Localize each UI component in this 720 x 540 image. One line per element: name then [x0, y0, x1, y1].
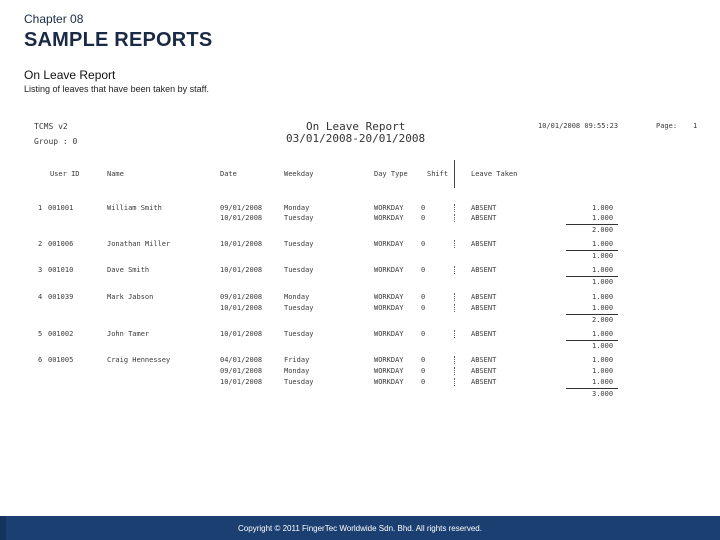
report-cell-weekday: Friday: [284, 356, 310, 364]
report-cell-daytype: WORKDAY: [374, 304, 404, 312]
report-cell-daytype: WORKDAY: [374, 378, 404, 386]
report-cell-leave: ABSENT: [471, 266, 497, 274]
report-cell-leave: ABSENT: [471, 330, 497, 338]
report-cell-shift: 0: [421, 266, 426, 274]
report-cell-no: 6: [38, 356, 43, 364]
report-printed-datetime: 10/01/2008 09:55:23: [538, 122, 619, 130]
report-cell-amount: 1.000: [592, 378, 614, 386]
report-cell-daytype: WORKDAY: [374, 214, 404, 222]
report-cell-amount: 1.000: [592, 304, 614, 312]
subtotal-underline: [566, 388, 618, 389]
section-description: Listing of leaves that have been taken by staff.: [24, 84, 209, 94]
report-cell-user: 001006: [48, 240, 74, 248]
report-cell-user: 001005: [48, 356, 74, 364]
report-cell-shift: 0: [421, 214, 426, 222]
report-cell-shift: 0: [421, 356, 426, 364]
report-cell-weekday: Monday: [284, 293, 310, 301]
report-cell-leave: ABSENT: [471, 304, 497, 312]
report-cell-date: 04/01/2008: [220, 356, 263, 364]
report-cell-daytype: WORKDAY: [374, 330, 404, 338]
report-cell-shift: 0: [421, 367, 426, 375]
report-cell-shift: 0: [421, 204, 426, 212]
column-header-day-type: Day Type: [374, 170, 408, 178]
report-cell-date: 10/01/2008: [220, 304, 263, 312]
subtotal-underline: [566, 340, 618, 341]
report-cell-daytype: WORKDAY: [374, 367, 404, 375]
row-separator: [454, 356, 456, 364]
report-cell-user: 001010: [48, 266, 74, 274]
footer-bar: [0, 516, 720, 540]
report-cell-date: 09/01/2008: [220, 367, 263, 375]
report-cell-no: 5: [38, 330, 43, 338]
report-cell-weekday: Tuesday: [284, 378, 314, 386]
column-header-user-id: User ID: [50, 170, 80, 178]
column-header-date: Date: [220, 170, 237, 178]
row-separator: [454, 240, 456, 248]
report-cell-weekday: Tuesday: [284, 214, 314, 222]
row-separator: [454, 378, 456, 386]
row-separator: [454, 204, 456, 212]
report-cell-weekday: Monday: [284, 204, 310, 212]
report-cell-amount: 1.000: [592, 278, 614, 286]
report-cell-leave: ABSENT: [471, 214, 497, 222]
report-cell-date: 09/01/2008: [220, 204, 263, 212]
report-company: TCMS v2: [34, 122, 68, 131]
report-cell-leave: ABSENT: [471, 356, 497, 364]
report-cell-amount: 1.000: [592, 266, 614, 274]
report-cell-daytype: WORKDAY: [374, 204, 404, 212]
report-cell-date: 09/01/2008: [220, 293, 263, 301]
report-cell-name: Craig Hennessey: [107, 356, 171, 364]
report-cell-daytype: WORKDAY: [374, 240, 404, 248]
column-header-weekday: Weekday: [284, 170, 314, 178]
subtotal-underline: [566, 224, 618, 225]
row-separator: [454, 304, 456, 312]
row-separator: [454, 214, 456, 222]
report-cell-shift: 0: [421, 304, 426, 312]
report-cell-daytype: WORKDAY: [374, 293, 404, 301]
row-separator: [454, 293, 456, 301]
report-date-range: 03/01/2008-20/01/2008: [286, 132, 426, 145]
report-cell-weekday: Tuesday: [284, 266, 314, 274]
report-cell-no: 3: [38, 266, 43, 274]
report-cell-amount: 1.000: [592, 330, 614, 338]
report-cell-no: 4: [38, 293, 43, 301]
report-cell-no: 1: [38, 204, 43, 212]
report-cell-shift: 0: [421, 378, 426, 386]
report-cell-name: Jonathan Miller: [107, 240, 171, 248]
report-cell-name: William Smith: [107, 204, 162, 212]
report-cell-amount: 1.000: [592, 214, 614, 222]
report-cell-amount: 1.000: [592, 204, 614, 212]
report-cell-weekday: Monday: [284, 367, 310, 375]
subtotal-underline: [566, 276, 618, 277]
row-separator: [454, 266, 456, 274]
report-cell-leave: ABSENT: [471, 378, 497, 386]
report-cell-date: 10/01/2008: [220, 266, 263, 274]
report-cell-weekday: Tuesday: [284, 304, 314, 312]
report-cell-amount: 2.000: [592, 316, 614, 324]
report-cell-no: 2: [38, 240, 43, 248]
report-cell-daytype: WORKDAY: [374, 266, 404, 274]
page-title: SAMPLE REPORTS: [24, 29, 213, 51]
row-separator: [454, 367, 456, 375]
report-cell-leave: ABSENT: [471, 204, 497, 212]
report-page-number: 1: [693, 122, 698, 130]
column-header-name: Name: [107, 170, 124, 178]
report-cell-date: 10/01/2008: [220, 378, 263, 386]
report-group: Group : 0: [34, 137, 78, 146]
report-cell-amount: 1.000: [592, 342, 614, 350]
footer-copyright: Copyright © 2011 FingerTec Worldwide Sdn. Bhd. All rights reserved.: [238, 524, 482, 533]
report-cell-amount: 1.000: [592, 367, 614, 375]
column-header-leave-taken: Leave Taken: [471, 170, 518, 178]
report-cell-date: 10/01/2008: [220, 214, 263, 222]
report-cell-amount: 1.000: [592, 240, 614, 248]
row-separator: [454, 330, 456, 338]
report-cell-leave: ABSENT: [471, 367, 497, 375]
report-cell-amount: 3.000: [592, 390, 614, 398]
report-cell-amount: 1.000: [592, 356, 614, 364]
report-cell-amount: 1.000: [592, 293, 614, 301]
report-cell-name: Dave Smith: [107, 266, 150, 274]
report-cell-shift: 0: [421, 240, 426, 248]
report-cell-shift: 0: [421, 293, 426, 301]
report-title: On Leave Report: [306, 120, 406, 133]
report-cell-name: Mark Jabson: [107, 293, 154, 301]
report-cell-user: 001002: [48, 330, 74, 338]
footer-accent: [0, 516, 6, 540]
report-cell-date: 10/01/2008: [220, 330, 263, 338]
report-cell-user: 001039: [48, 293, 74, 301]
column-header-shift: Shift: [427, 170, 449, 178]
report-cell-leave: ABSENT: [471, 293, 497, 301]
chapter-label: Chapter 08: [24, 12, 84, 26]
report-cell-amount: 1.000: [592, 252, 614, 260]
report-cell-name: John Tamer: [107, 330, 150, 338]
report-cell-weekday: Tuesday: [284, 330, 314, 338]
report-cell-daytype: WORKDAY: [374, 356, 404, 364]
column-separator: [454, 160, 455, 188]
subtotal-underline: [566, 250, 618, 251]
report-cell-weekday: Tuesday: [284, 240, 314, 248]
report-cell-leave: ABSENT: [471, 240, 497, 248]
report-cell-date: 10/01/2008: [220, 240, 263, 248]
report-cell-shift: 0: [421, 330, 426, 338]
subtotal-underline: [566, 314, 618, 315]
report-cell-amount: 2.000: [592, 226, 614, 234]
report-page-label: Page:: [656, 122, 678, 130]
section-title: On Leave Report: [24, 68, 116, 82]
report-cell-user: 001001: [48, 204, 74, 212]
